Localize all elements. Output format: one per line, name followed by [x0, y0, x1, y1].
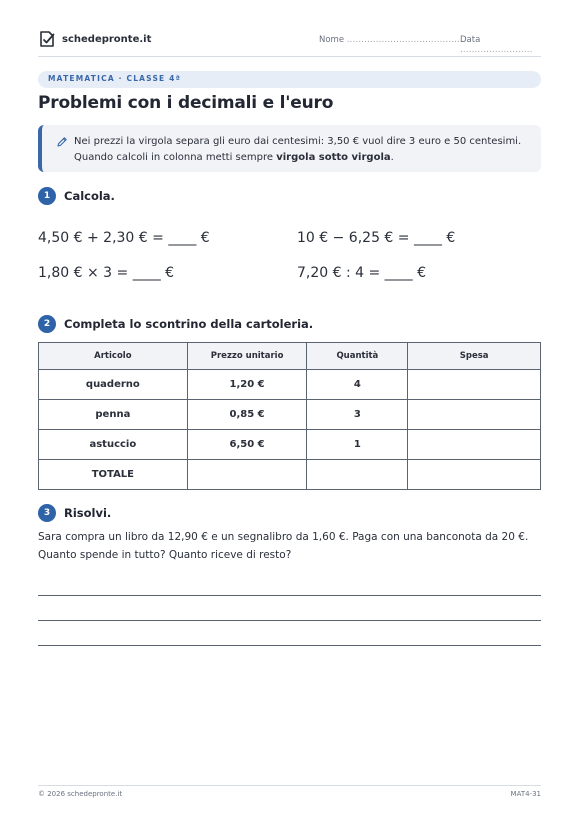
info-text-b: . — [390, 151, 394, 163]
column-header: Articolo — [39, 343, 188, 370]
info-text-bold: virgola sotto virgola — [276, 151, 391, 163]
total-row — [39, 460, 541, 490]
table-row — [39, 400, 541, 430]
subject-tag — [38, 71, 541, 88]
quantity-cell: 3 — [307, 400, 408, 430]
section-1-heading — [38, 187, 115, 205]
footer-divider — [38, 785, 541, 786]
site-name: schedepronte.it — [62, 33, 152, 45]
spesa-input-cell[interactable] — [408, 400, 541, 430]
item-cell: penna — [39, 400, 188, 430]
info-text — [74, 134, 534, 165]
total-label-cell: TOTALE — [39, 460, 188, 490]
page-header — [38, 30, 541, 55]
info-text-a: Nei prezzi la virgola separa gli euro dai centesimi: 3,50 € vuol dire 3 euro e 50 centesimi. Quando calcoli in colonna metti sempre — [74, 136, 522, 163]
document-check-icon — [38, 30, 56, 48]
section-2-number: 2 — [38, 315, 56, 333]
section-2-heading — [38, 315, 313, 333]
empty-cell — [307, 460, 408, 490]
answer-line[interactable] — [38, 620, 541, 621]
table-row — [39, 370, 541, 400]
answer-line[interactable] — [38, 595, 541, 596]
table-row — [39, 430, 541, 460]
name-label: Nome — [319, 35, 345, 45]
quantity-cell: 4 — [307, 370, 408, 400]
column-header: Quantità — [307, 343, 408, 370]
column-header: Prezzo unitario — [187, 343, 307, 370]
price-cell: 0,85 € — [187, 400, 307, 430]
quantity-cell: 1 — [307, 430, 408, 460]
date-label: Data — [460, 35, 481, 45]
price-cell: 6,50 € — [187, 430, 307, 460]
section-1-label: Calcola. — [64, 189, 115, 203]
name-dots: ........................................ — [346, 35, 463, 45]
page-title: Problemi con i decimali e l'euro — [38, 93, 334, 113]
date-field[interactable] — [460, 35, 541, 55]
section-3-label: Risolvi. — [64, 506, 112, 520]
receipt-table — [38, 342, 541, 490]
exercise-1[interactable]: 4,50 € + 2,30 € = ____ € — [38, 230, 210, 246]
site-logo — [38, 30, 151, 48]
section-3-number: 3 — [38, 504, 56, 522]
price-cell: 1,20 € — [187, 370, 307, 400]
exercise-2[interactable]: 10 € − 6,25 € = ____ € — [297, 230, 456, 246]
footer-code: MAT4-31 — [510, 790, 541, 798]
date-dots: ......................... — [460, 45, 533, 55]
item-cell: astuccio — [39, 430, 188, 460]
pencil-icon — [56, 136, 68, 148]
worksheet-page — [38, 0, 541, 819]
exercise-3[interactable]: 1,80 € × 3 = ____ € — [38, 265, 175, 281]
empty-cell — [187, 460, 307, 490]
footer-copyright: © 2026 schedepronte.it — [38, 790, 123, 798]
answer-line[interactable] — [38, 645, 541, 646]
exercise-4[interactable]: 7,20 € : 4 = ____ € — [297, 265, 427, 281]
spesa-input-cell[interactable] — [408, 370, 541, 400]
table-header-row — [39, 343, 541, 370]
problem-text: Sara compra un libro da 12,90 € e un segnalibro da 1,60 €. Paga con una banconota da 20 €. Quanto spende in tutto? Quanto riceve di resto? — [38, 531, 529, 561]
subject-tag-label: MATEMATICA · CLASSE 4ª — [48, 74, 182, 83]
header-divider — [38, 56, 541, 57]
spesa-input-cell[interactable] — [408, 430, 541, 460]
section-1-number: 1 — [38, 187, 56, 205]
name-field[interactable] — [319, 35, 463, 45]
column-header: Spesa — [408, 343, 541, 370]
section-2-label: Completa lo scontrino della cartoleria. — [64, 317, 314, 331]
item-cell: quaderno — [39, 370, 188, 400]
info-box — [38, 125, 541, 172]
total-input-cell[interactable] — [408, 460, 541, 490]
section-3-heading — [38, 504, 111, 522]
